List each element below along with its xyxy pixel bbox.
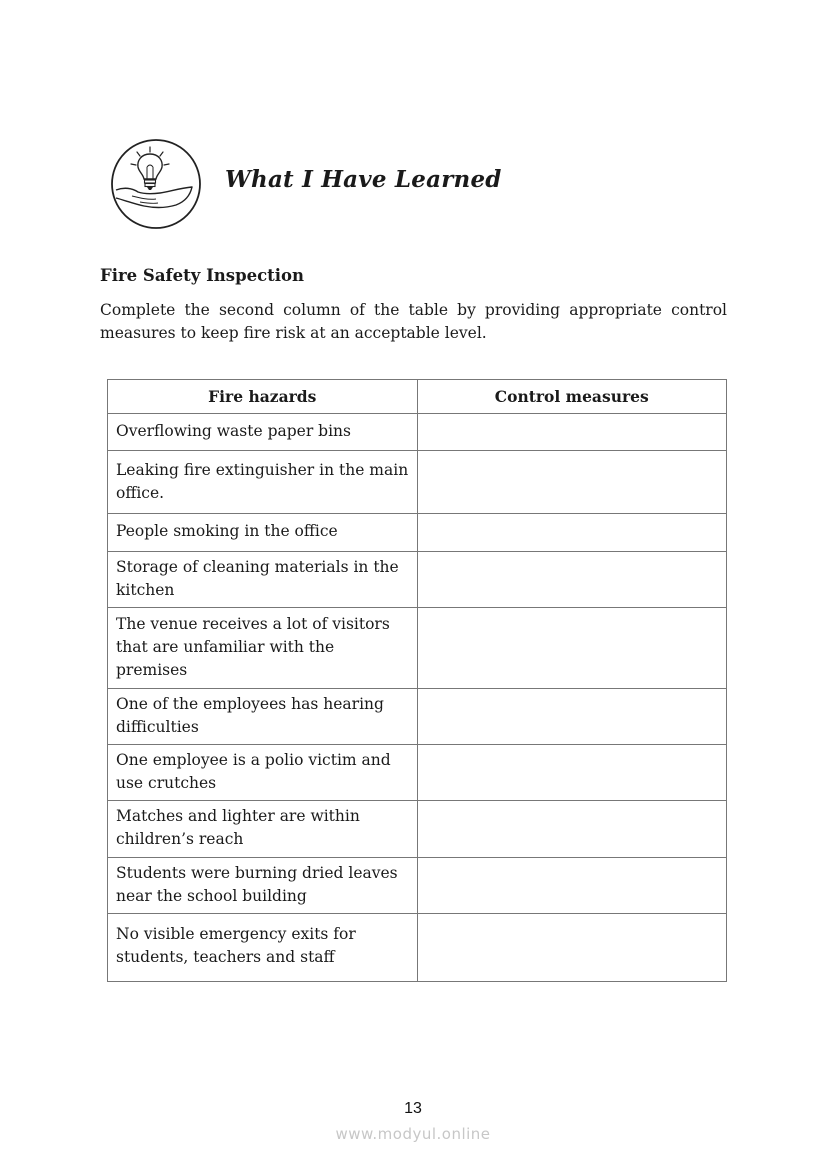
- control-measure-cell[interactable]: [417, 801, 726, 858]
- section-title: What I Have Learned: [225, 166, 502, 193]
- hazard-cell: The venue receives a lot of visitors that are unfamiliar with the premises: [108, 608, 418, 689]
- activity-title: Fire Safety Inspection: [100, 266, 305, 285]
- section-header: [110, 137, 202, 231]
- control-measure-cell[interactable]: [417, 745, 726, 801]
- hazard-cell: Storage of cleaning materials in the kitchen: [108, 552, 418, 608]
- table-row: [108, 608, 727, 689]
- table-row: [108, 689, 727, 745]
- control-measure-cell[interactable]: [417, 552, 726, 608]
- table-row: [108, 552, 727, 608]
- table-row: [108, 514, 727, 552]
- page-number: 13: [404, 1100, 422, 1117]
- table-header-row: [108, 380, 727, 414]
- control-measure-cell[interactable]: [417, 914, 726, 982]
- hazard-cell: Leaking fire extinguisher in the main office.: [108, 451, 418, 514]
- table-row: [108, 801, 727, 858]
- column-header-hazards: Fire hazards: [108, 380, 418, 414]
- table-row: [108, 858, 727, 914]
- control-measure-cell[interactable]: [417, 858, 726, 914]
- control-measure-cell[interactable]: [417, 451, 726, 514]
- control-measure-cell[interactable]: [417, 414, 726, 451]
- control-measure-cell[interactable]: [417, 514, 726, 552]
- table-row: [108, 745, 727, 801]
- control-measure-cell[interactable]: [417, 608, 726, 689]
- hazard-cell: Overflowing waste paper bins: [108, 414, 418, 451]
- hazard-cell: One employee is a polio victim and use crutches: [108, 745, 418, 801]
- control-measure-cell[interactable]: [417, 689, 726, 745]
- table-row: [108, 414, 727, 451]
- hazard-cell: Matches and lighter are within children’s reach: [108, 801, 418, 858]
- table-row: [108, 451, 727, 514]
- hazard-cell: No visible emergency exits for students, teachers and staff: [108, 914, 418, 982]
- activity-instructions: Complete the second column of the table by providing appropriate control measures to keep fire risk at an acceptable level.: [100, 301, 727, 342]
- hazard-cell: One of the employees has hearing difficulties: [108, 689, 418, 745]
- lightbulb-in-hand-icon: [110, 138, 202, 230]
- hazard-cell: People smoking in the office: [108, 514, 418, 552]
- hazard-cell: Students were burning dried leaves near the school building: [108, 858, 418, 914]
- watermark: www.modyul.online: [335, 1125, 491, 1143]
- table-row: [108, 914, 727, 982]
- fire-hazards-table: [107, 379, 727, 982]
- column-header-controls: Control measures: [417, 380, 726, 414]
